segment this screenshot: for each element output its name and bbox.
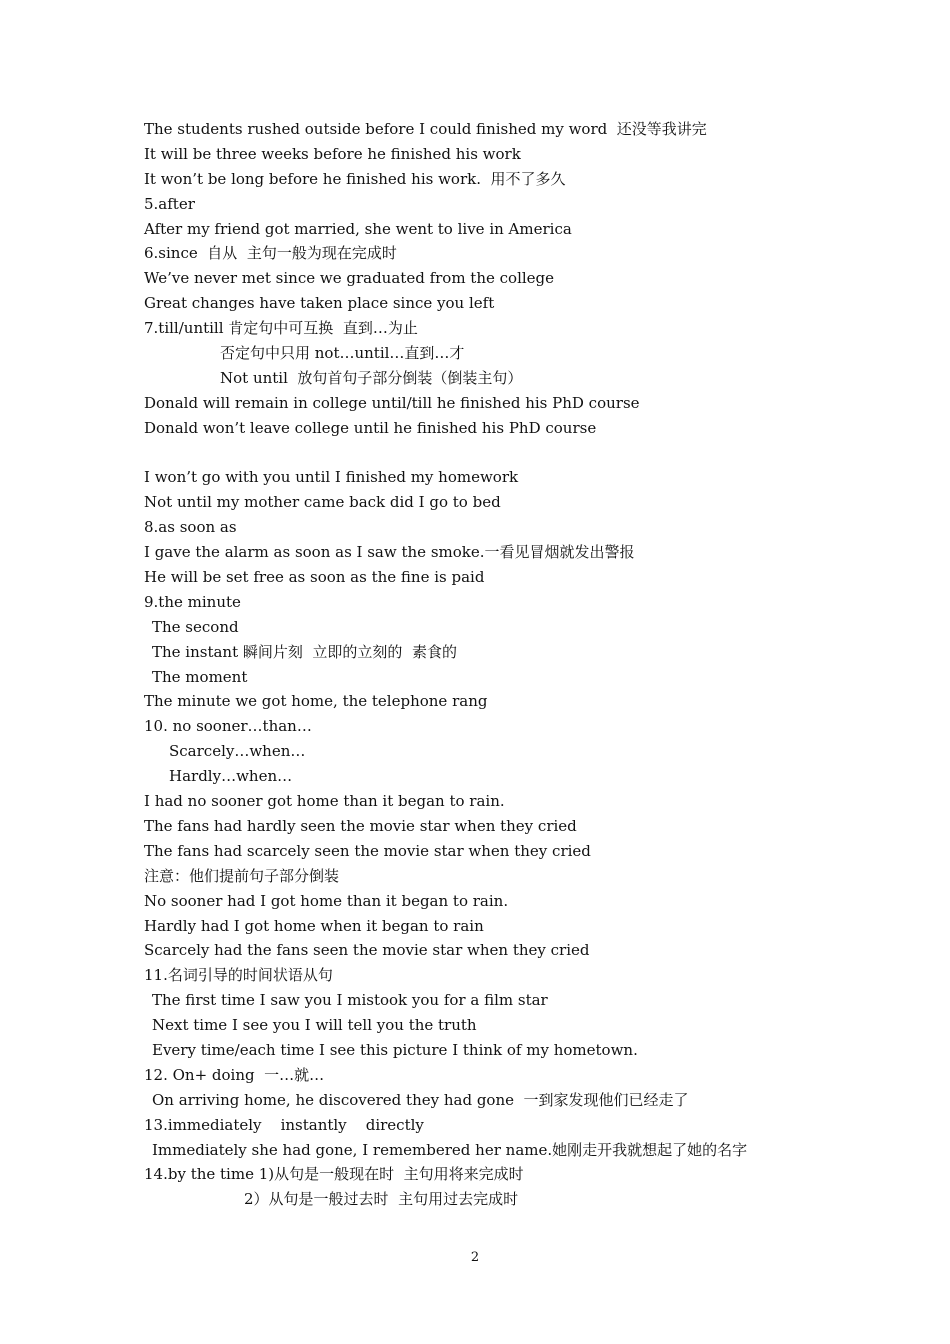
section-heading: 6.since 自从 主句一般为现在完成时 (144, 244, 397, 263)
text-line: Not until 放句首句子部分倒装（倒装主句） (220, 368, 523, 387)
section-heading: 13.immediately instantly directly (144, 1115, 424, 1134)
text-line: It won’t be long before he finished his work. 用不了多久 (144, 169, 566, 188)
text-line: The moment (152, 667, 248, 686)
text-line: The instant 瞬间片刻 立即的立刻的 素食的 (152, 642, 457, 661)
text-line: After my friend got married, she went to live in America (144, 219, 572, 238)
text-line: The minute we got home, the telephone rang (144, 692, 488, 711)
text-line: Immediately she had gone, I remembered her name.她刚走开我就想起了她的名字 (152, 1140, 748, 1159)
section-heading: 5.after (144, 194, 195, 213)
text-line: Donald will remain in college until/till he finished his PhD course (144, 393, 640, 412)
text-line: Hardly…when… (169, 767, 293, 786)
section-heading: 7.till/untill 肯定句中可互换 直到…为止 (144, 319, 418, 338)
text-line: Donald won’t leave college until he finished his PhD course (144, 418, 597, 437)
text-line: We’ve never met since we graduated from the college (144, 269, 555, 288)
text-line: I had no sooner got home than it began to rain. (144, 792, 505, 811)
text-line: Great changes have taken place since you left (144, 294, 495, 313)
text-line: The students rushed outside before I could finished my word 还没等我讲完 (144, 120, 707, 138)
text-line: Hardly had I got home when it began to rain (144, 916, 484, 935)
text-line: It will be three weeks before he finished his work (144, 144, 521, 163)
text-line: The first time I saw you I mistook you for a film star (152, 991, 548, 1010)
text-line: The second (152, 617, 239, 636)
text-line: I gave the alarm as soon as I saw the smoke.一看见冒烟就发出警报 (144, 543, 635, 562)
blank-line (144, 441, 924, 466)
text-line: Scarcely…when… (169, 742, 306, 761)
section-heading: 11.名词引导的时间状语从句 (144, 966, 333, 985)
note-line: 注意：他们提前句子部分倒装 (144, 866, 340, 885)
section-heading: 14.by the time 1)从句是一般现在时 主句用将来完成时 (144, 1165, 524, 1184)
section-heading: 8.as soon as (144, 518, 237, 537)
text-line: 否定句中只用 not…until…直到…才 (220, 344, 465, 363)
text-line: 2）从句是一般过去时 主句用过去完成时 (244, 1190, 519, 1209)
text-line: Every time/each time I see this picture I think of my hometown. (152, 1040, 638, 1059)
text-line: Not until my mother came back did I go to bed (144, 493, 501, 512)
text-body (144, 117, 924, 1212)
section-heading: 10. no sooner…than… (144, 717, 312, 736)
text-line: No sooner had I got home than it began to rain. (144, 891, 509, 910)
page-number: 2 (470, 1250, 480, 1265)
section-heading: 9.the minute (144, 592, 241, 611)
text-line: I won’t go with you until I finished my homework (144, 468, 519, 487)
text-line: Scarcely had the fans seen the movie star when they cried (144, 941, 590, 960)
text-line: The fans had scarcely seen the movie star when they cried (144, 841, 591, 860)
text-line: The fans had hardly seen the movie star when they cried (144, 816, 577, 835)
text-line: He will be set free as soon as the fine is paid (144, 568, 485, 587)
text-line: On arriving home, he discovered they had gone 一到家发现他们已经走了 (152, 1090, 689, 1109)
section-heading: 12. On+ doing 一…就… (144, 1065, 325, 1084)
text-line: Next time I see you I will tell you the truth (152, 1016, 477, 1035)
